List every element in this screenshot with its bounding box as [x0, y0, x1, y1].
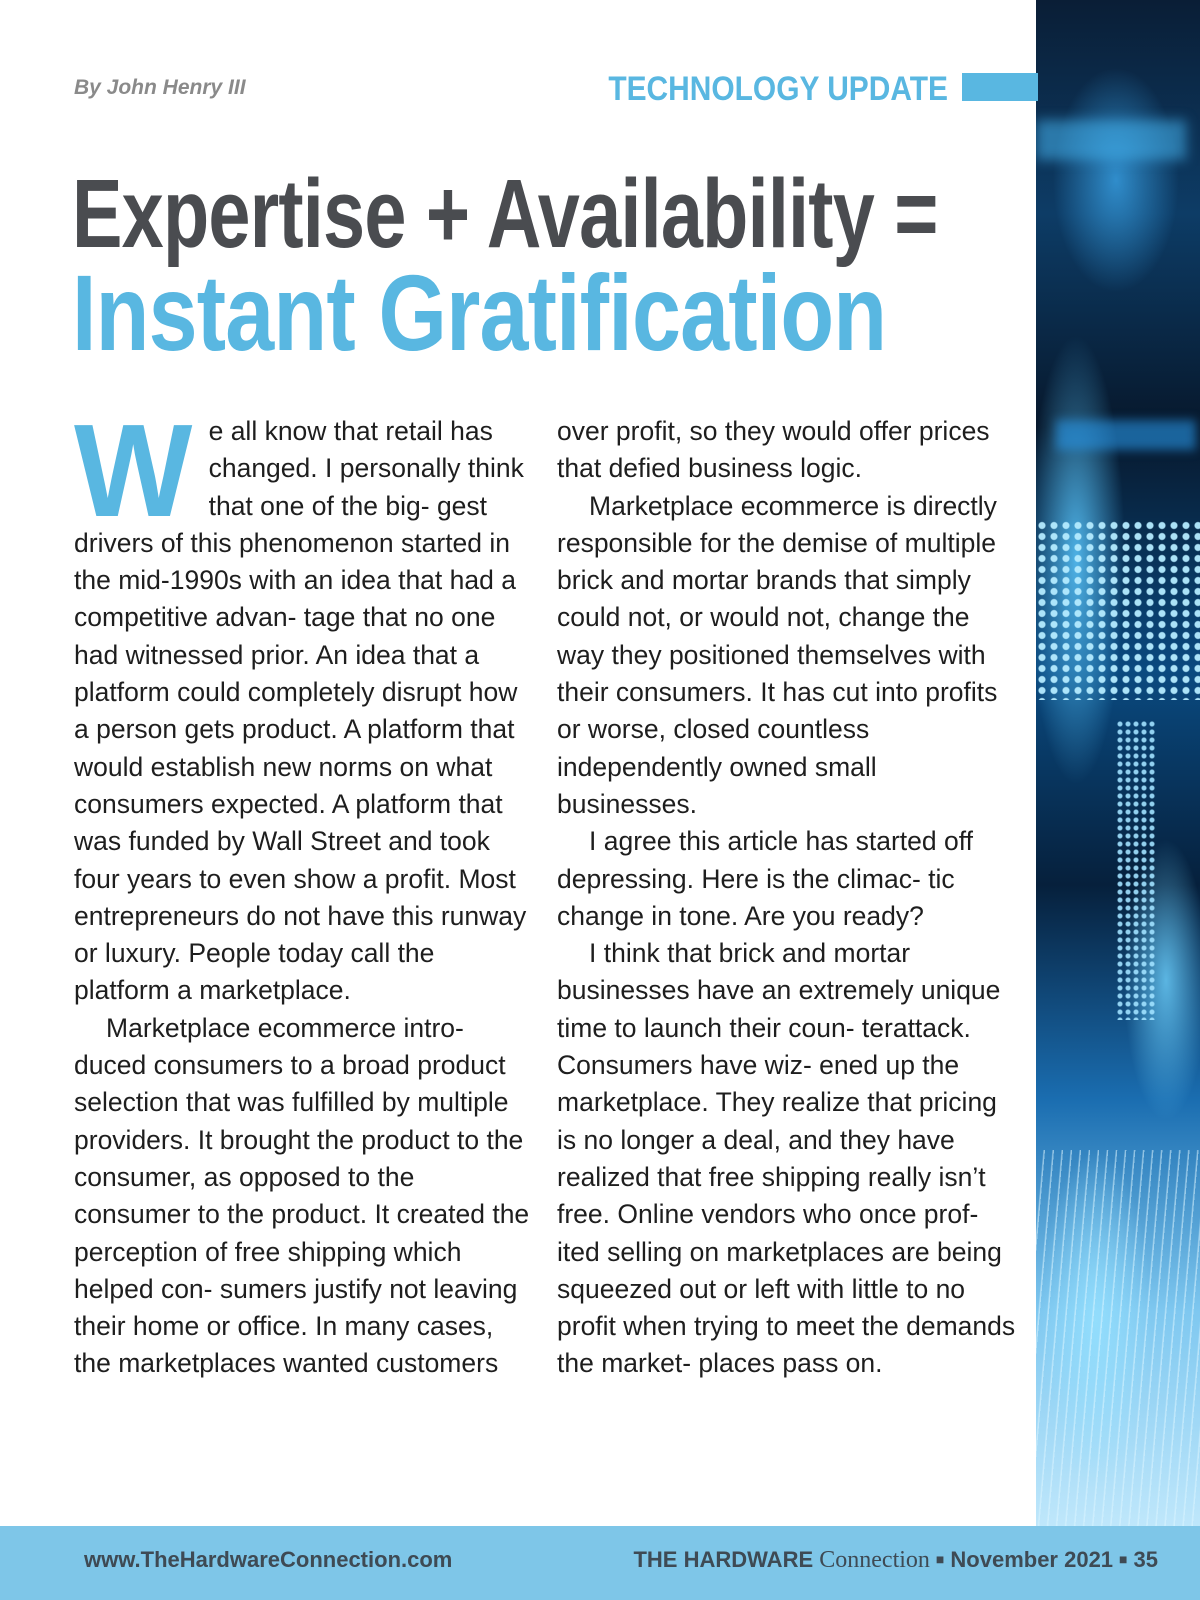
issue-date: November 2021 — [950, 1547, 1114, 1572]
decorative-photo-strip — [1036, 0, 1200, 1526]
article-column-right — [557, 413, 1019, 1383]
headline-line-2: Instant Gratification — [72, 252, 887, 373]
paragraph: Marketplace ecommerce intro- duced consumers to a broad product selection that was fulfilled by multiple providers. It brought the product to the consumer, as opposed to the consumer to the product. It created the perception of free shipping which helped con- sumers justify not leaving their home or office. In many cases, the marketplaces wanted customers — [74, 1012, 530, 1379]
paragraph: I agree this article has started off depressing. Here is the climac- tic change in tone. Are you ready? — [557, 826, 973, 931]
publication-name: THE HARDWARE — [633, 1547, 814, 1572]
separator-square-icon: ■ — [1119, 1551, 1128, 1567]
footer-website-link[interactable]: www.TheHardwareConnection.com — [84, 1547, 453, 1572]
publication-name-suffix: Connection — [819, 1547, 930, 1573]
page-number: 35 — [1133, 1547, 1158, 1572]
paragraph: I think that brick and mortar businesses have an extremely unique time to launch their coun- terattack. Consumers have wiz- ened up the marketplace. They realize that pricing is no longer a deal, and they have realized that free shipping really isn’t free. Online vendors who once prof- ited selling on marketplaces are being squeezed out or left with little to no profit when trying to meet the demands the market- places pass on. — [557, 938, 1016, 1379]
drop-cap: W — [74, 397, 193, 544]
footer-publication-info — [633, 1547, 1158, 1574]
article-column-left — [74, 397, 532, 1383]
section-accent-bar — [962, 73, 1038, 101]
paragraph: e all know that retail has changed. I personally think that one of the big- gest drivers of this phenomenon started in the mid-1990s with an idea that had a competitive advan- tage that no one had witnessed prior. An idea that a platform could completely disrupt how a person gets product. A platform that would establish new norms on what consumers expected. A platform that was funded by Wall Street and took four years to even show a profit. Most entrepreneurs do not have this runway or luxury. People today call the platform a marketplace. — [74, 416, 527, 1006]
byline: By John Henry III — [74, 76, 246, 99]
headline-line-1: Expertise + Availability = — [72, 159, 938, 268]
separator-square-icon: ■ — [935, 1551, 945, 1567]
paragraph: over profit, so they would offer prices that defied business logic. — [557, 416, 990, 484]
paragraph: Marketplace ecommerce is directly responsible for the demise of multiple brick and mortar brands that simply could not, or would not, change the way they positioned themselves with their consumers. It has cut into profits or worse, closed countless independently owned small businesses. — [557, 490, 998, 819]
section-label: TECHNOLOGY UPDATE — [608, 70, 948, 108]
